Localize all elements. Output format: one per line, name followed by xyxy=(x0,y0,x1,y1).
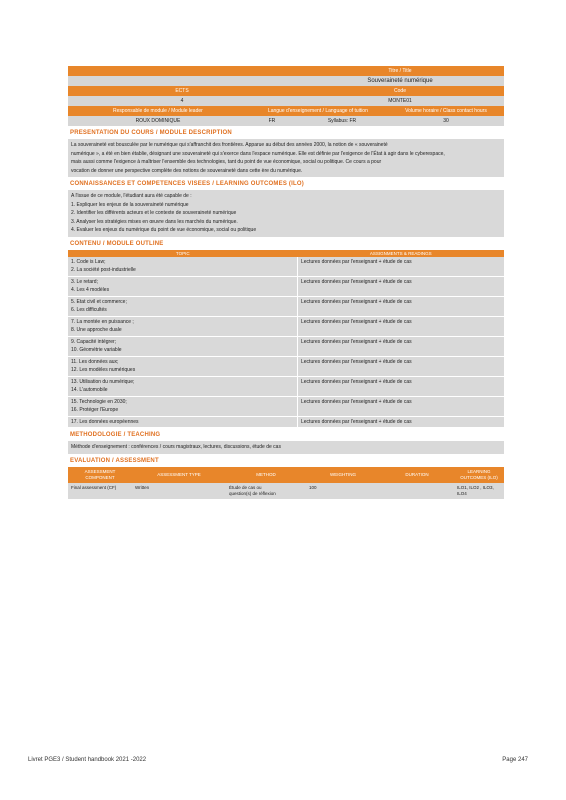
hours-label: Volume horaire / Class contact hours xyxy=(388,106,504,116)
ilo-line: A l'issue de ce module, l'étudiant aura été capable de : xyxy=(71,193,192,199)
topic-item: 12. Les modèles numériques xyxy=(71,367,136,373)
ects-label: ECTS xyxy=(68,86,296,96)
ilo-column-header: LEARNING OUTCOMES (ILO) xyxy=(454,467,504,483)
presentation-line: mais aussi comme l'exigence à maîtriser l'ensemble des technologies, tant du point de vue économique, social ou politique. Ce cours a pour xyxy=(71,159,382,165)
topic-item: 16. Protéger l'Europe xyxy=(71,407,119,413)
language-label: Langue d'enseignement / Language of tuition xyxy=(248,106,388,116)
ilo-cell: ILO1, ILO2 , ILO3, ILO4 xyxy=(454,483,504,499)
course-sheet xyxy=(68,66,504,499)
topic-item: 2. La société post-industrielle xyxy=(71,267,136,273)
weighting-cell: 100 xyxy=(306,483,380,499)
topic-item: 7. La montée en puissance ; xyxy=(71,318,134,325)
topic-cell xyxy=(68,257,298,277)
topic-item: 8. Une approche duale xyxy=(71,327,122,333)
table-row xyxy=(68,336,504,356)
topic-cell xyxy=(68,336,298,356)
type-cell: Written xyxy=(132,483,226,499)
component-column-header: ASSESSMENT COMPONENT xyxy=(68,467,132,483)
assignment-cell: Lectures données par l'enseignant + étude de cas xyxy=(298,376,505,396)
assignment-cell: Lectures données par l'enseignant + étude de cas xyxy=(298,276,505,296)
topic-item: 6. Les difficultés xyxy=(71,307,107,313)
duration-column-header: DURATION xyxy=(380,467,454,483)
type-column-header: ASSESSMENT TYPE xyxy=(132,467,226,483)
topic-cell xyxy=(68,416,298,428)
teaching-line: Méthode d'enseignement : conférences / cours magistraux, lectures, discussions, étude de cas xyxy=(71,444,281,450)
title-label: Titre / Title xyxy=(296,66,504,76)
topic-column-header: TOPIC xyxy=(68,250,298,257)
assignment-cell: Lectures données par l'enseignant + étude de cas xyxy=(298,416,505,428)
title-value: Souveraineté numérique xyxy=(296,76,504,86)
topic-item: 11. Les données aux; xyxy=(71,358,119,365)
presentation-line: numérique », a été en bien établie, désignant une souveraineté qui s'exerce dans l'espace numérique. Elle est définie par l'exigence de l'État à agir dans le cyberespace, xyxy=(71,150,445,157)
presentation-heading: PRESENTATION DU COURS / MODULE DESCRIPTION xyxy=(70,130,232,136)
assignment-cell: Lectures données par l'enseignant + étude de cas xyxy=(298,356,505,376)
table-row xyxy=(68,396,504,416)
presentation-line: La souveraineté est bousculée par le numérique qui s'affranchit des frontières. Apparue au début des années 2000, la notion de « souveraineté xyxy=(71,142,388,148)
code-value: MONTE01 xyxy=(296,96,504,106)
topic-item: 10. Géométrie variable xyxy=(71,347,122,353)
topic-item: 4. Les 4 modèles xyxy=(71,287,110,293)
topic-cell xyxy=(68,376,298,396)
method-line: Étude de cas ou xyxy=(229,484,262,490)
topic-item: 17. Les données européennes xyxy=(71,418,139,425)
topic-item: 14. L'automobile xyxy=(71,387,108,393)
table-row xyxy=(68,257,504,277)
ilo-text xyxy=(68,190,504,237)
assignment-cell: Lectures données par l'enseignant + étude de cas xyxy=(298,336,505,356)
method-cell xyxy=(226,483,306,499)
evaluation-table xyxy=(68,467,504,499)
topic-item: 9. Capacité intégrer; xyxy=(71,338,117,345)
ilo-line: 3. Analyser les stratégies mises en œuvre dans les marchés du numérique. xyxy=(71,218,238,225)
teaching-text xyxy=(68,441,504,454)
teaching-heading: METHODOLOGIE / TEACHING xyxy=(70,432,161,438)
assignment-cell: Lectures données par l'enseignant + étude de cas xyxy=(298,316,505,336)
table-row xyxy=(68,296,504,316)
ilo-line: 1. Expliquer les enjeux de la souveraineté numérique xyxy=(71,201,189,208)
outline-table xyxy=(68,250,504,429)
ilo-line: 2. Identifier les différents acteurs et le contexte de souveraineté numérique xyxy=(71,210,237,216)
topic-cell xyxy=(68,316,298,336)
ilo-heading: CONNAISSANCES ET COMPETENCES VISEES / LEARNING OUTCOMES (ILO) xyxy=(70,181,304,187)
evaluation-heading: EVALUATION / ASSESSMENT xyxy=(70,457,159,464)
component-cell: Final assessment (CF) xyxy=(68,483,132,499)
table-row xyxy=(68,416,504,428)
ilo-line: 4. Evaluer les enjeux du numérique du point de vue économique, social ou politique xyxy=(71,227,257,233)
responsible-label: Responsable de module / Module leader xyxy=(68,106,248,116)
footer-handbook: Livret PGE3 / Student handbook 2021 -2022 xyxy=(28,757,147,763)
method-column-header: METHOD xyxy=(226,467,306,483)
method-line: question(s) de réflexion xyxy=(229,490,276,496)
table-row xyxy=(68,483,504,499)
assignments-column-header: ASSIGNMENTS & READINGS xyxy=(298,250,505,257)
table-row xyxy=(68,376,504,396)
course-info-table xyxy=(68,66,504,126)
topic-item: 3. Le retard; xyxy=(71,278,98,285)
assignment-cell: Lectures données par l'enseignant + étude de cas xyxy=(298,257,505,277)
topic-cell xyxy=(68,296,298,316)
topic-item: 13. Utilisation du numérique; xyxy=(71,378,135,385)
duration-cell xyxy=(380,483,454,499)
presentation-line: vocation de donner une perspective complète des notions de souveraineté dans cette ère du numérique. xyxy=(71,167,303,174)
topic-item: 5. Etat civil et commerce; xyxy=(71,298,127,305)
assignment-cell: Lectures données par l'enseignant + étude de cas xyxy=(298,396,505,416)
language-value: FR xyxy=(248,116,296,126)
hours-value: 30 xyxy=(388,116,504,126)
presentation-text xyxy=(68,139,504,177)
topic-item: 1. Code is Law; xyxy=(71,258,106,265)
assignment-cell: Lectures données par l'enseignant + étude de cas xyxy=(298,296,505,316)
weighting-column-header: WEIGHTING xyxy=(306,467,380,483)
table-row xyxy=(68,316,504,336)
page-number: Page 247 xyxy=(502,757,528,763)
topic-cell xyxy=(68,396,298,416)
outline-heading: CONTENU / MODULE OUTLINE xyxy=(70,240,164,247)
topic-cell xyxy=(68,356,298,376)
table-row xyxy=(68,276,504,296)
code-label: Code xyxy=(296,86,504,96)
topic-item: 15. Technologie en 2030; xyxy=(71,398,127,405)
responsible-value: ROUX DOMINIQUE xyxy=(68,116,248,126)
table-row xyxy=(68,356,504,376)
ects-value: 4 xyxy=(68,96,296,106)
topic-cell xyxy=(68,276,298,296)
syllabus-language: Syllabus: FR xyxy=(296,116,388,126)
